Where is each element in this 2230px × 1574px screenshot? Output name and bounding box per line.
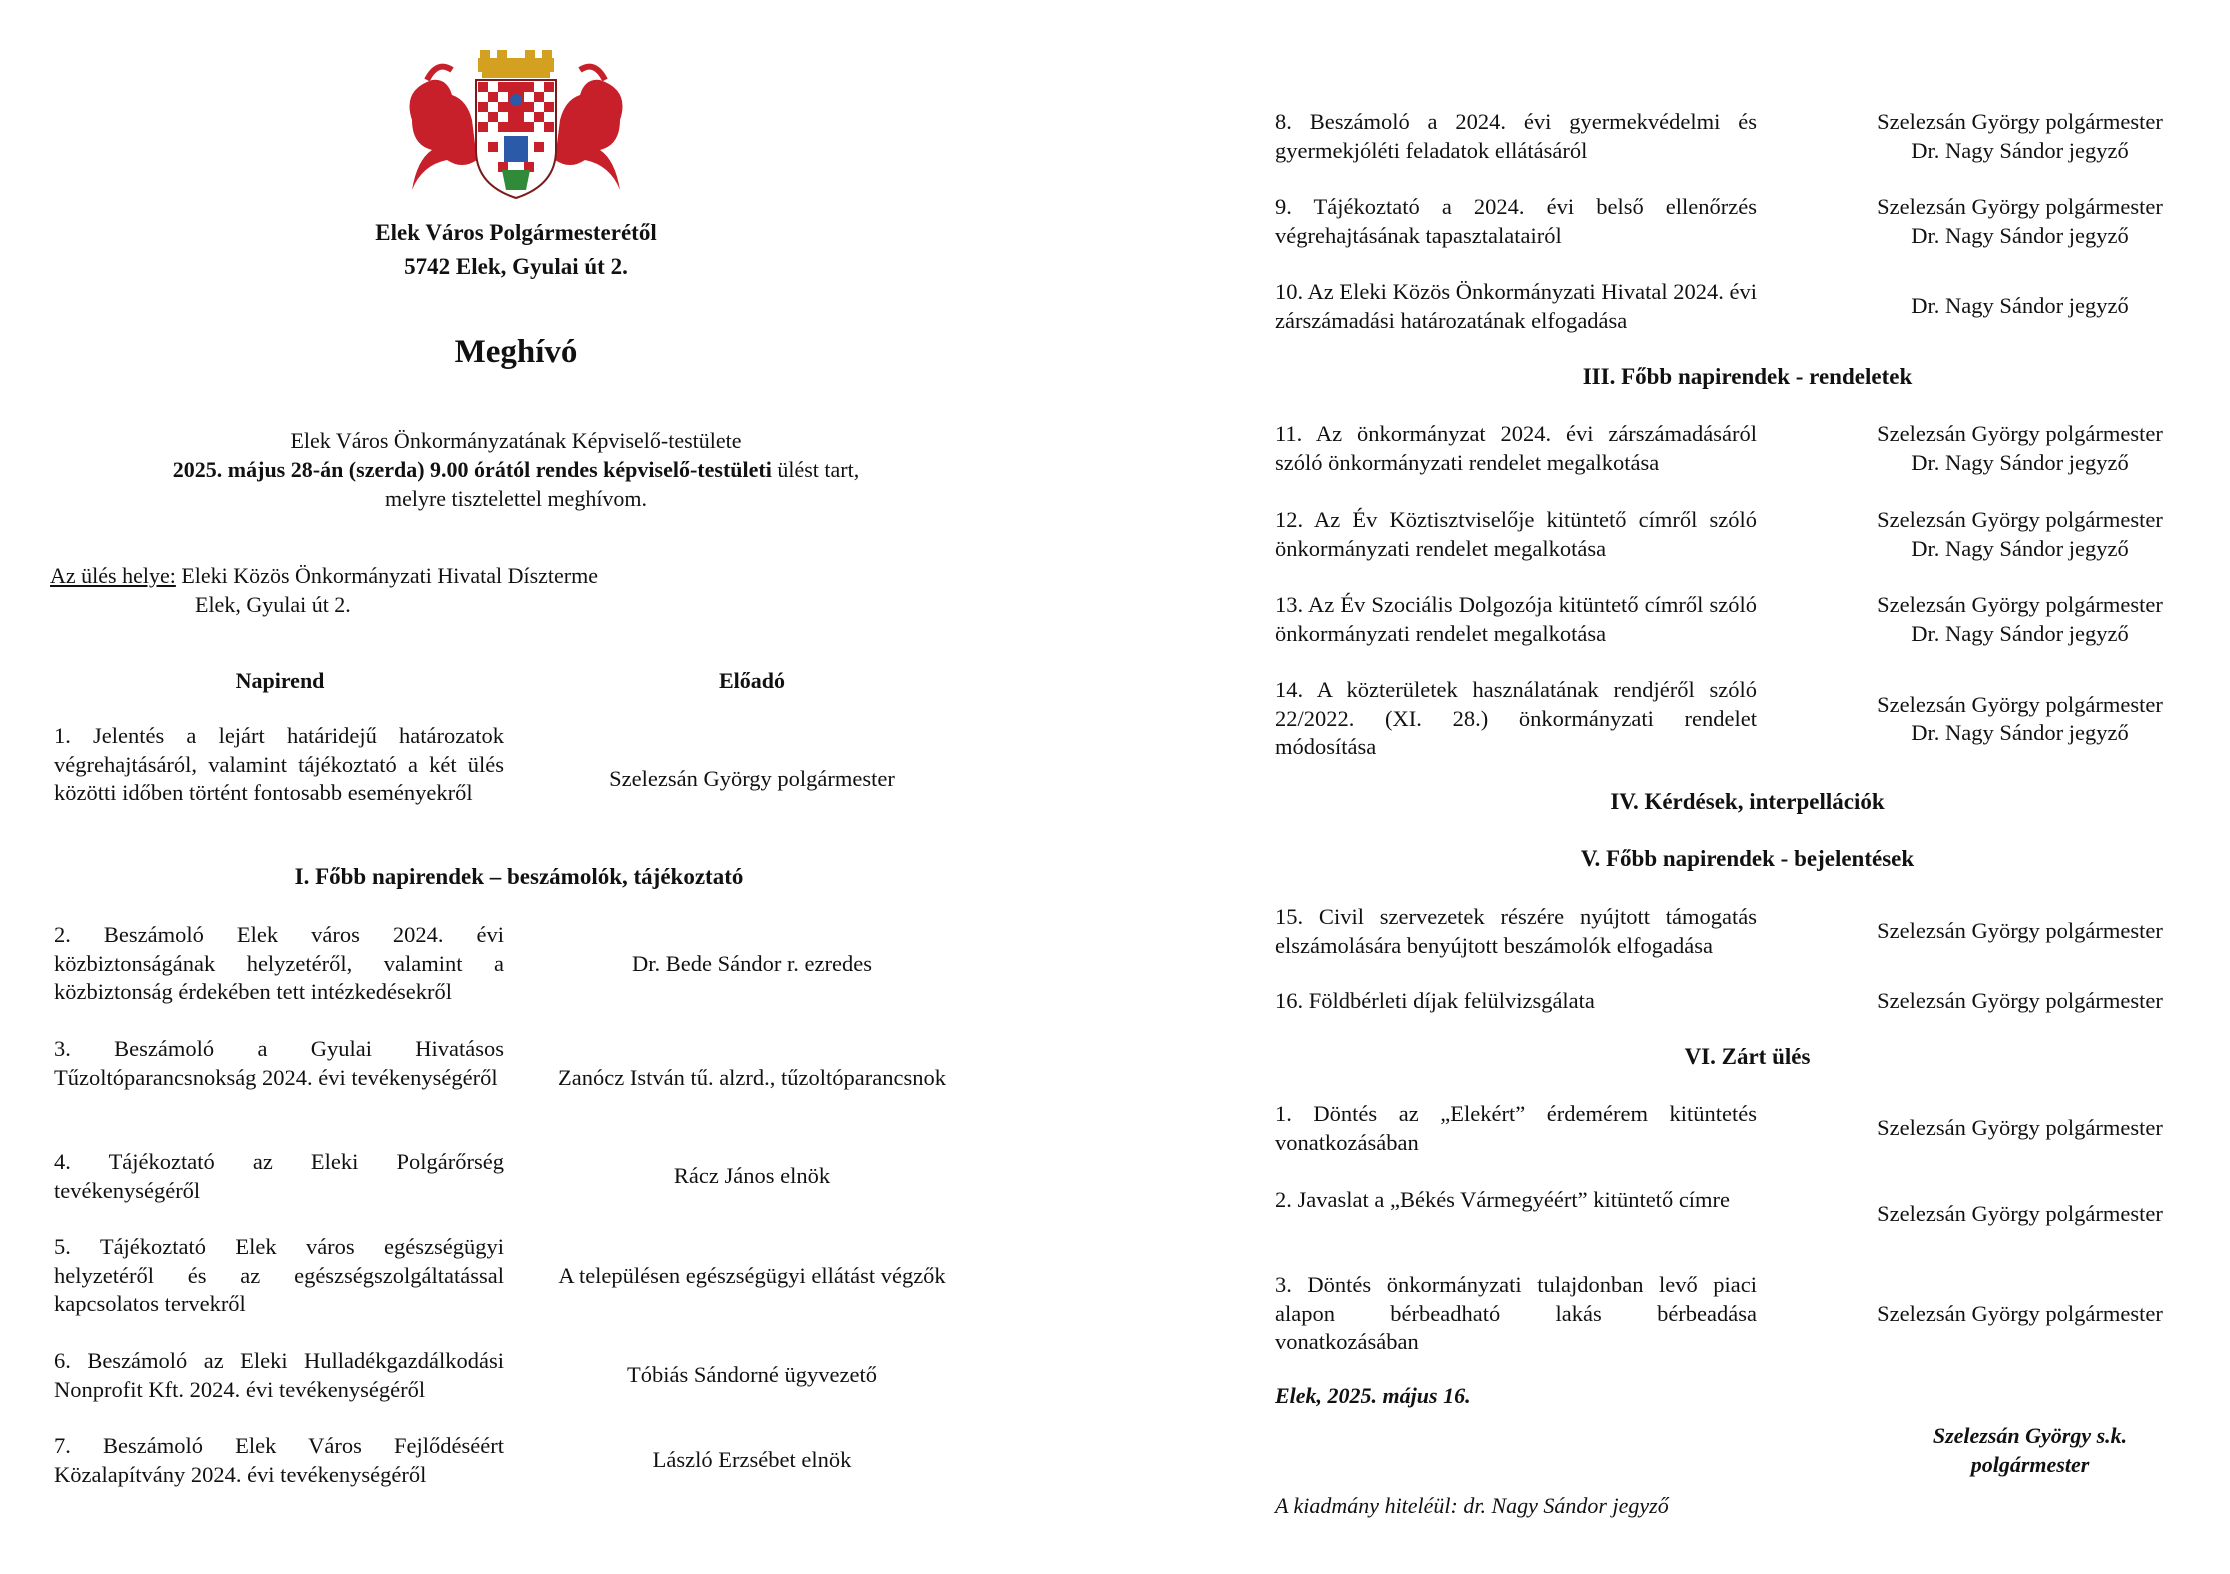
venue-line2: Elek, Gyulai út 2. <box>195 592 351 617</box>
presenter-item-12: Szelezsán György polgármester <box>1877 507 2163 532</box>
agenda-item-7: 7. Beszámoló Elek Város Fejlődéséért Közalapítvány 2024. évi tevékenységéről <box>54 1433 504 1487</box>
document-title: Meghívó <box>454 334 578 370</box>
section-heading-3: III. Főbb napirendek - rendeletek <box>1582 364 1913 389</box>
closed-item-1: 1. Döntés az „Elekért” érdemérem kitüntetés vonatkozásában <box>1275 1101 1757 1155</box>
agenda-item-12: 12. Az Év Köztisztviselője kitüntető címről szóló önkormányzati rendelet megalkotása <box>1275 507 1757 561</box>
agenda-item-1: 1. Jelentés a lejárt határidejű határozatok végrehajtásáról, valamint tájékoztató a két ülés közötti időben történt fontosabb eseményekről <box>54 723 504 805</box>
section-heading-1: I. Főbb napirendek – beszámolók, tájékoztató <box>294 864 744 889</box>
co-presenter-item-9: Dr. Nagy Sándor jegyző <box>1911 222 2129 248</box>
presenter-item-15: Szelezsán György polgármester <box>1877 918 2163 944</box>
co-presenter-item-12: Dr. Nagy Sándor jegyző <box>1911 535 2129 561</box>
coat-of-arms-icon <box>392 50 640 200</box>
column-header-agenda: Napirend <box>235 668 325 693</box>
intro-line2-rest: ülést tart, <box>771 457 860 482</box>
closed-item-3: 3. Döntés önkormányzati tulajdonban levő piaci alapon bérbeadható lakás bérbeadása vonatkozásában <box>1275 1272 1757 1354</box>
presenter-item-9: Szelezsán György polgármester <box>1877 194 2163 219</box>
presenter-item-5: A településen egészségügyi ellátást végzők <box>558 1262 946 1288</box>
sender-address: 5742 Elek, Gyulai út 2. <box>404 254 628 279</box>
closed-presenter-2: Szelezsán György polgármester <box>1877 1201 2163 1227</box>
agenda-item-15: 15. Civil szervezetek részére nyújtott támogatás elszámolására benyújtott beszámolók elfogadása <box>1275 904 1757 958</box>
agenda-item-11: 11. Az önkormányzat 2024. évi zárszámadásáról szóló önkormányzati rendelet megalkotása <box>1275 421 1757 475</box>
closed-presenter-3: Szelezsán György polgármester <box>1877 1300 2163 1326</box>
presenter-item-4: Rácz János elnök <box>673 1163 831 1189</box>
presenter-item-3: Zanócz István tű. alzrd., tűzoltóparancsnok <box>558 1064 946 1090</box>
intro-line1: Elek Város Önkormányzatának Képviselő-testülete <box>290 428 742 453</box>
section-heading-5: V. Főbb napirendek - bejelentések <box>1580 846 1915 871</box>
agenda-item-10: 10. Az Eleki Közös Önkormányzati Hivatal 2024. évi zárszámadási határozatának elfogadása <box>1275 279 1757 333</box>
co-presenter-item-13: Dr. Nagy Sándor jegyző <box>1911 620 2129 646</box>
section-heading-4: IV. Kérdések, interpellációk <box>1610 789 1885 814</box>
closed-presenter-1: Szelezsán György polgármester <box>1877 1115 2163 1141</box>
presenter-item-7: László Erzsébet elnök <box>652 1447 852 1473</box>
signature-name: Szelezsán György s.k. <box>1932 1423 2128 1448</box>
closed-item-2: 2. Javaslat a „Békés Vármegyéért” kitüntető címre <box>1275 1187 1731 1212</box>
intro-line3: melyre tisztelettel meghívom. <box>384 486 648 511</box>
section-heading-6: VI. Zárt ülés <box>1684 1044 1811 1069</box>
agenda-item-6: 6. Beszámoló az Eleki Hulladékgazdálkodási Nonprofit Kft. 2024. évi tevékenységéről <box>54 1348 504 1402</box>
place-date: Elek, 2025. május 16. <box>1275 1383 1471 1408</box>
agenda-item-4: 4. Tájékoztató az Eleki Polgárőrség tevékenységéről <box>54 1149 504 1203</box>
presenter-item-2: Dr. Bede Sándor r. ezredes <box>632 950 872 976</box>
presenter-item-11: Szelezsán György polgármester <box>1877 421 2163 446</box>
signature-title: polgármester <box>1970 1452 2090 1477</box>
presenter-item-16: Szelezsán György polgármester <box>1877 988 2163 1014</box>
agenda-item-5: 5. Tájékoztató Elek város egészségügyi helyzetéről és az egészségszolgáltatással kapcsolatos tervekről <box>54 1234 504 1316</box>
presenter-item-8: Szelezsán György polgármester <box>1877 109 2163 134</box>
agenda-item-8: 8. Beszámoló a 2024. évi gyermekvédelmi és gyermekjóléti feladatok ellátásáról <box>1275 109 1757 163</box>
agenda-item-3: 3. Beszámoló a Gyulai Hivatásos Tűzoltóparancsnokság 2024. évi tevékenységéről <box>54 1036 504 1090</box>
presenter-item-10: Dr. Nagy Sándor jegyző <box>1911 293 2129 319</box>
venue-label: Az ülés helye: <box>50 563 176 588</box>
agenda-item-14: 14. A közterületek használatának rendjéről szóló 22/2022. (XI. 28.) önkormányzati rendelet módosítása <box>1275 677 1757 759</box>
meeting-date: 2025. május 28-án (szerda) 9.00 órától rendes képviselő-testületi <box>172 457 772 482</box>
venue-line1: Eleki Közös Önkormányzati Hivatal Díszterme <box>175 563 599 588</box>
sender-name: Elek Város Polgármesterétől <box>375 220 657 245</box>
presenter-item-14: Szelezsán György polgármester <box>1877 691 2163 717</box>
presenter-item-13: Szelezsán György polgármester <box>1877 592 2163 617</box>
agenda-item-9: 9. Tájékoztató a 2024. évi belső ellenőrzés végrehajtásának tapasztalatairól <box>1275 194 1757 248</box>
co-presenter-item-14: Dr. Nagy Sándor jegyző <box>1911 720 2129 745</box>
agenda-item-13: 13. Az Év Szociális Dolgozója kitüntető címről szóló önkormányzati rendelet megalkotása <box>1275 592 1757 646</box>
column-header-presenter: Előadó <box>718 668 786 693</box>
presenter-item-1: Szelezsán György polgármester <box>609 765 895 791</box>
certified-by: A kiadmány hiteléül: dr. Nagy Sándor jegyző <box>1275 1493 1669 1518</box>
presenter-item-6: Tóbiás Sándorné ügyvezető <box>627 1362 877 1388</box>
agenda-item-16: 16. Földbérleti díjak felülvizsgálata <box>1275 988 1595 1013</box>
agenda-item-2: 2. Beszámoló Elek város 2024. évi közbiztonságának helyzetéről, valamint a közbiztonság érdekében tett intézkedésekről <box>54 922 504 1004</box>
co-presenter-item-8: Dr. Nagy Sándor jegyző <box>1911 137 2129 163</box>
co-presenter-item-11: Dr. Nagy Sándor jegyző <box>1911 449 2129 475</box>
